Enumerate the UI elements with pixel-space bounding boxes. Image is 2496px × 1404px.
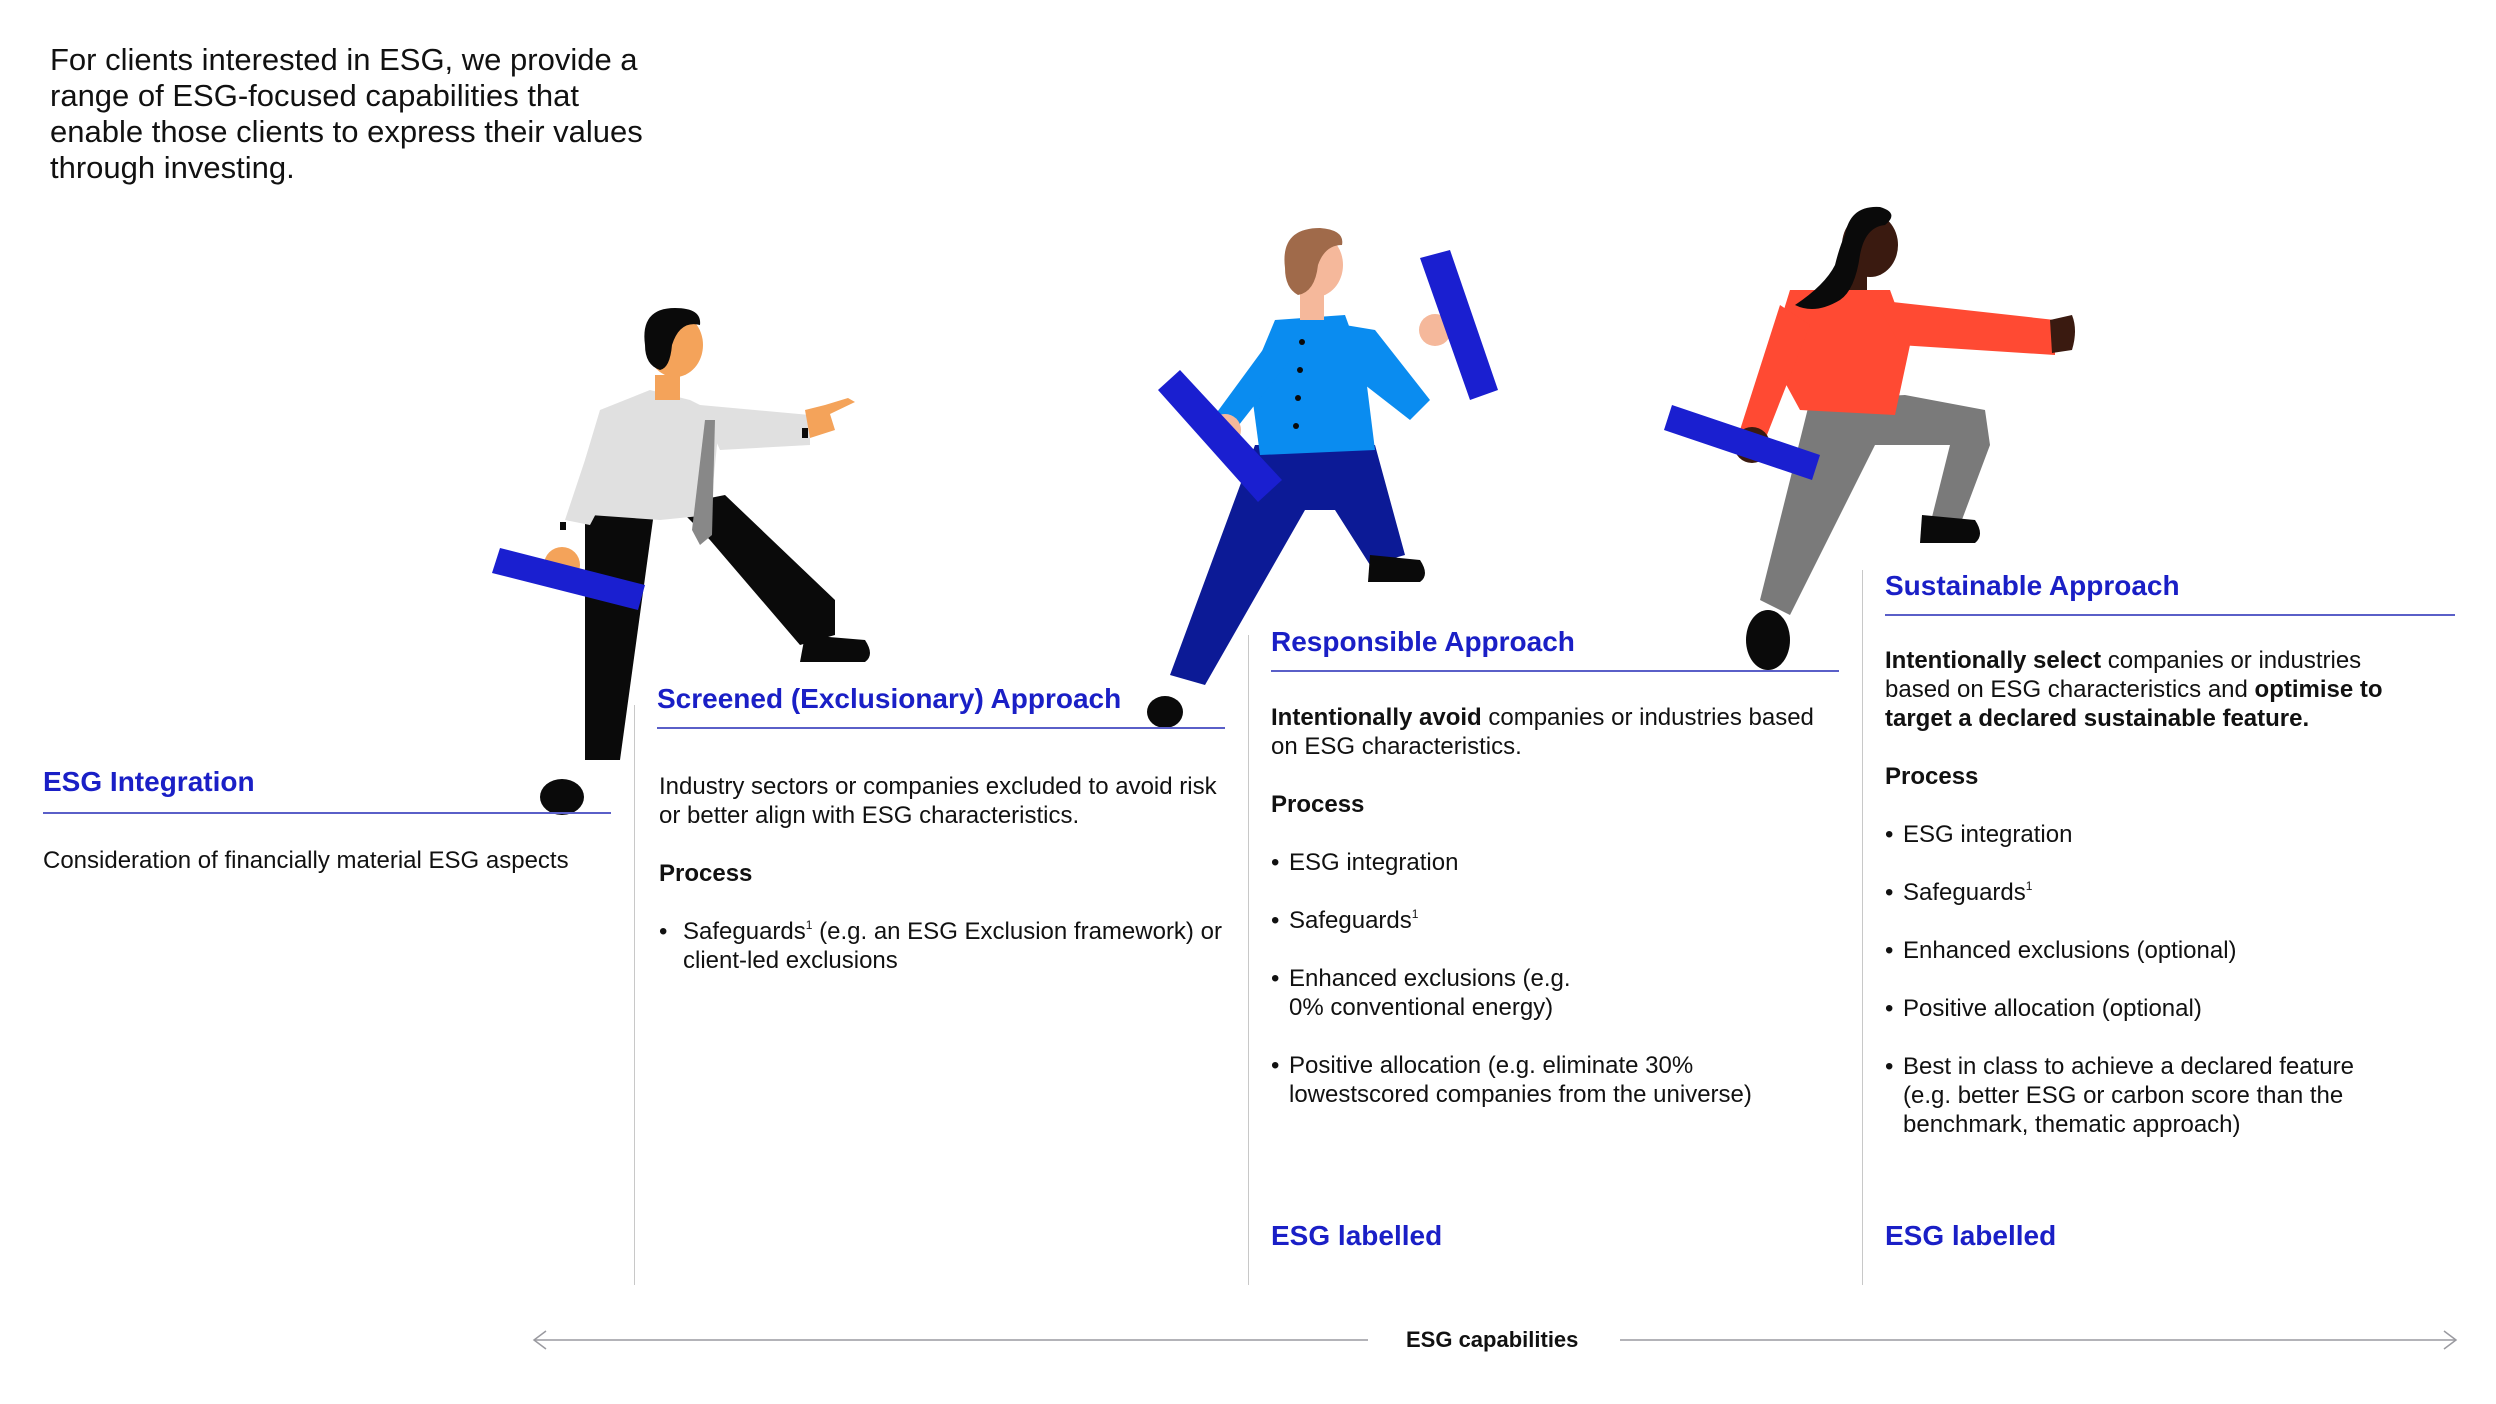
column-title-esg-integration: ESG Integration	[43, 766, 255, 797]
esg-labelled-badge: ESG labelled	[1271, 1220, 1443, 1251]
column-description-sustainable-approach: Intentionally select companies or industries based on ESG characteristics and optimise to target a declared sustainable feature.	[1885, 647, 2383, 732]
footnote-marker: 1	[805, 918, 813, 932]
list-item: • Safeguards$^1$	[1271, 906, 1831, 935]
column-divider	[1862, 570, 1863, 1285]
column-body-screened-approach	[659, 772, 1229, 1004]
process-list	[1271, 848, 1831, 1109]
intro-text: For clients interested in ESG, we provide a range of ESG-focused capabilities that enable those clients to express their values through investing.	[50, 42, 643, 185]
column-description-responsible-approach: Intentionally avoid companies or industries based on ESG characteristics.	[1271, 704, 1814, 760]
column-body-responsible-approach	[1271, 703, 1831, 1138]
column-body-sustainable-approach	[1885, 646, 2425, 1168]
list-item: • Best in class to achieve a declared feature (e.g. better ESG or carbon score than the benchmark, thematic approach)	[1885, 1052, 2403, 1139]
process-list	[659, 917, 1229, 975]
process-list	[1885, 820, 2425, 1139]
list-item: • Safeguards$^1$ (e.g. an ESG Exclusion framework) or client-led exclusions	[659, 917, 1229, 975]
figure-red-shirt-woman	[1660, 195, 2100, 685]
list-item: • ESG integration	[1885, 820, 2425, 849]
column-title-responsible-approach: Responsible Approach	[1271, 626, 1575, 657]
column-title-sustainable-approach: Sustainable Approach	[1885, 570, 2180, 601]
column-divider	[1248, 635, 1249, 1285]
footnote-marker: 1	[2025, 879, 2033, 893]
list-item: • ESG integration	[1271, 848, 1831, 877]
list-item: • Safeguards$^1$	[1885, 878, 2425, 907]
axis-label-esg-capabilities: ESG capabilities	[1406, 1327, 1579, 1352]
column-description-screened-approach: Industry sectors or companies excluded to avoid risk or better align with ESG characteristics.	[659, 773, 1217, 829]
figure-pointing-man	[480, 290, 880, 820]
list-item: • Enhanced exclusions (optional)	[1885, 936, 2425, 965]
process-label: Process	[1271, 791, 1365, 818]
column-title-screened-approach: Screened (Exclusionary) Approach	[657, 683, 1122, 714]
column-rule-responsible-approach	[1271, 670, 1839, 672]
list-item: • Enhanced exclusions (e.g. 0% conventional energy)	[1271, 964, 1579, 1022]
footnote-marker: 1	[1411, 907, 1419, 921]
column-rule-screened-approach	[657, 727, 1225, 729]
column-divider	[634, 705, 635, 1285]
list-item: • Positive allocation (optional)	[1885, 994, 2425, 1023]
figure-blue-shirt-man	[1130, 220, 1530, 740]
column-description-esg-integration: Consideration of financially material ESG aspects	[43, 847, 569, 874]
list-item: • Positive allocation (e.g. eliminate 30% lowestscored companies from the universe)	[1271, 1051, 1809, 1109]
process-label: Process	[659, 860, 753, 887]
column-rule-sustainable-approach	[1885, 614, 2455, 616]
column-rule-esg-integration	[43, 812, 611, 814]
process-label: Process	[1885, 763, 1979, 790]
esg-labelled-badge: ESG labelled	[1885, 1220, 2057, 1251]
